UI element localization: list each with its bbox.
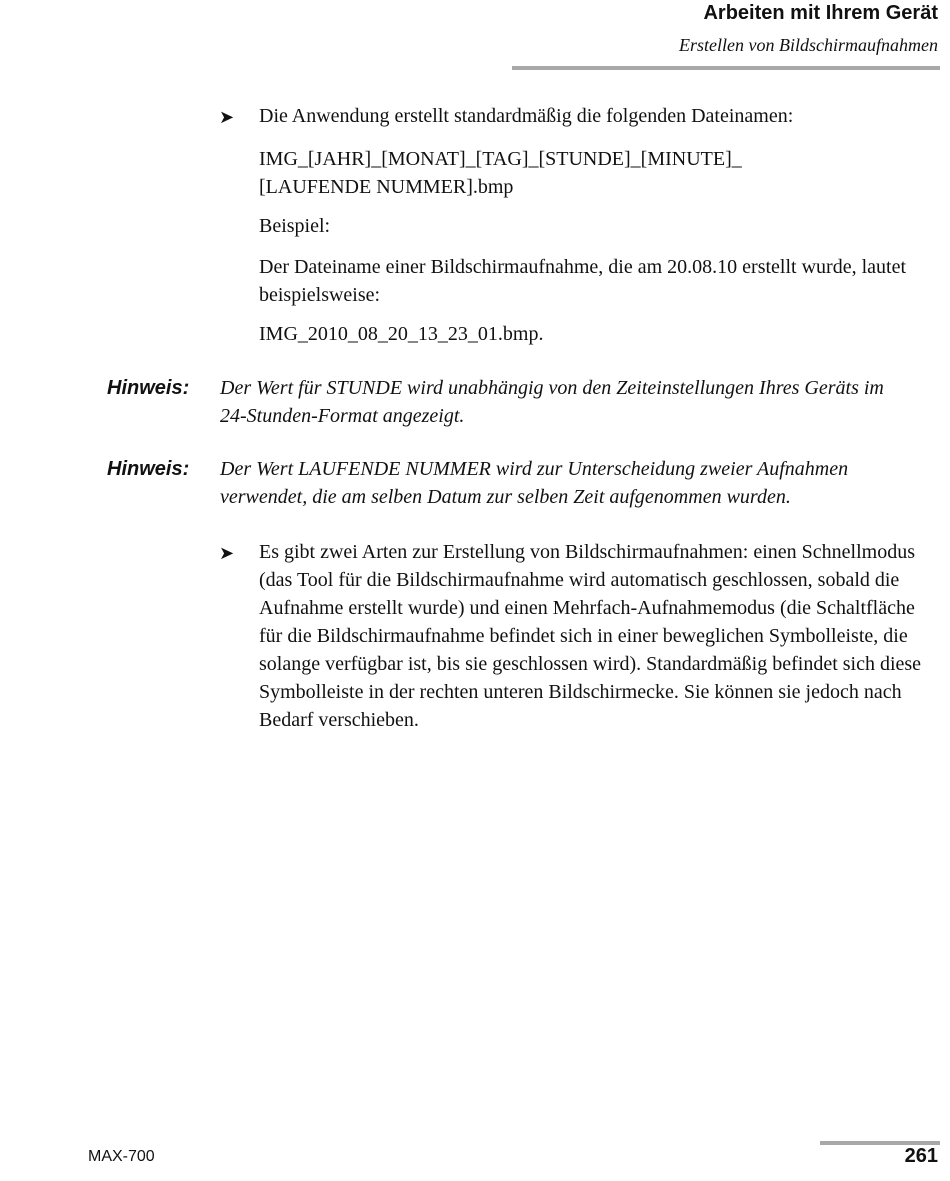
bullet-arrow-icon: ➤	[219, 107, 235, 128]
example-label: Beispiel:	[259, 215, 331, 237]
example-text: Der Dateiname einer Bildschirmaufnahme, die am 20.08.10 erstellt wurde, lautet beispielsweise:	[259, 256, 907, 306]
note-label: Hinweis:	[107, 377, 190, 399]
example-filename: IMG_2010_08_20_13_23_01.bmp.	[259, 323, 544, 345]
header-subtitle: Erstellen von Bildschirmaufnahmen	[679, 35, 938, 55]
filename-pattern-line-1: IMG_[JAHR]_[MONAT]_[TAG]_[STUNDE]_[MINUTE]_	[259, 148, 742, 170]
note-text: Der Wert LAUFENDE NUMMER wird zur Unterscheidung zweier Aufnahmen verwendet, die am selben Datum zur selben Zeit aufgenommen wurden.	[220, 458, 849, 508]
note-label: Hinweis:	[107, 458, 190, 480]
page-number: 261	[904, 1145, 938, 1167]
header-divider	[512, 66, 940, 70]
capture-modes-text: Es gibt zwei Arten zur Erstellung von Bildschirmaufnahmen: einen Schnellmodus (das Tool für die Bildschirmaufnahme wird automatisch geschlossen, sobald die Aufnahme erstellt wurde) und einen Mehrfach-Aufnahmemodus (die Schaltfläche für die Bildschirmaufnahme befindet sich in einer beweglichen Symbolleiste, die solange verfügbar ist, bis sie geschlossen wird). Standardmäßig befindet sich diese Symbolleiste in der rechten unteren Bildschirmecke. Sie können sie jedoch nach Bedarf verschieben.	[259, 541, 922, 731]
filename-pattern	[259, 145, 939, 201]
header-title: Arbeiten mit Ihrem Gerät	[703, 2, 938, 24]
footer-product-name: MAX-700	[88, 1148, 155, 1165]
note-text: Der Wert für STUNDE wird unabhängig von den Zeiteinstellungen Ihres Geräts im 24-Stunden-Format angezeigt.	[220, 377, 884, 427]
filename-intro: Die Anwendung erstellt standardmäßig die folgenden Dateinamen:	[259, 105, 794, 127]
filename-pattern-line-2: [LAUFENDE NUMMER].bmp	[259, 176, 514, 198]
bullet-arrow-icon: ➤	[219, 543, 235, 564]
